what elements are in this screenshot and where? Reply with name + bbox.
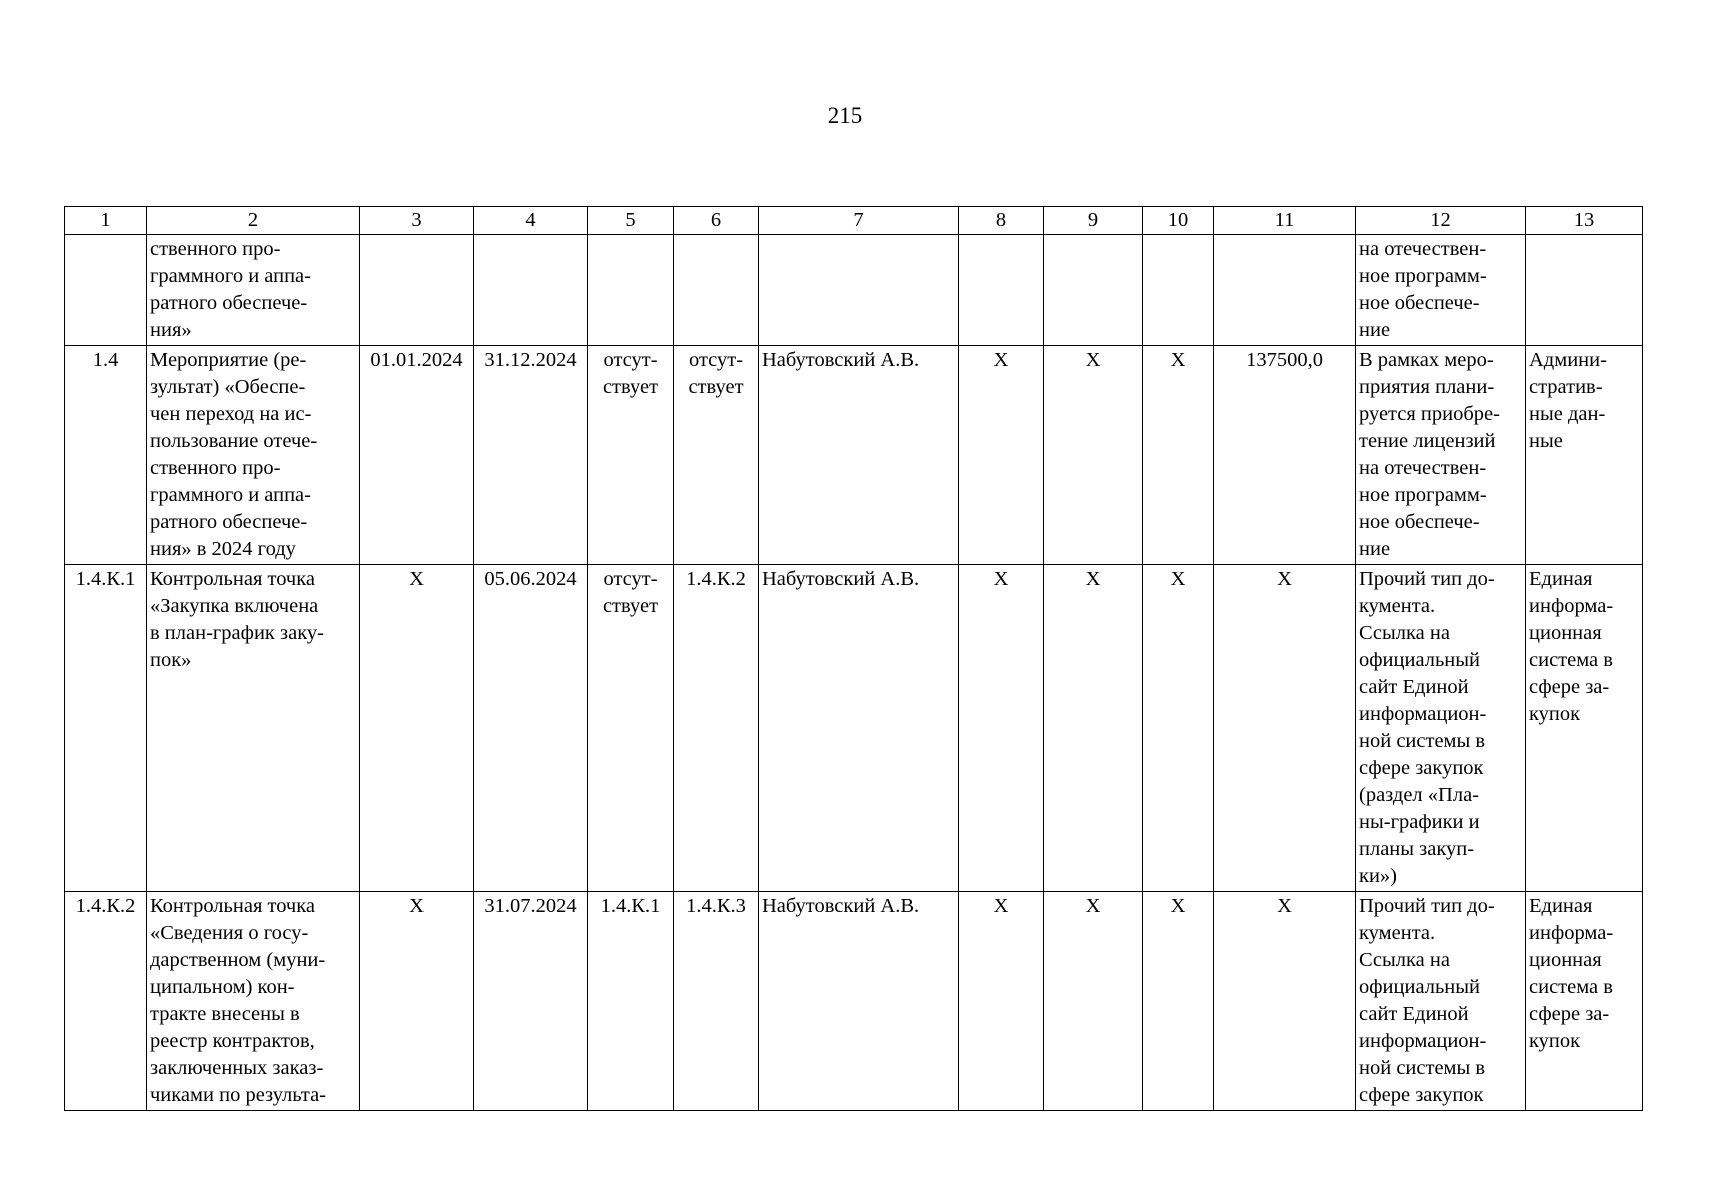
col9-cell: [1044, 235, 1143, 346]
column-number-header: 13: [1526, 207, 1643, 235]
column-number-header: 6: [674, 207, 759, 235]
row-number-cell: [65, 235, 147, 346]
activity-name-cell: Контрольная точка «Закупка включена в план-график заку- пок»: [147, 565, 360, 892]
predecessor-cell: 1.4.К.1: [588, 892, 674, 1111]
amount-cell: [1214, 235, 1356, 346]
activity-name-cell: ственного про- граммного и аппа- ратного обеспече- ния»: [147, 235, 360, 346]
col8-cell: [959, 235, 1044, 346]
col10-cell: X: [1143, 346, 1214, 565]
start-date-cell: 01.01.2024: [360, 346, 474, 565]
column-number-header: 8: [959, 207, 1044, 235]
start-date-cell: X: [360, 892, 474, 1111]
row-number-cell: 1.4.К.1: [65, 565, 147, 892]
col10-cell: X: [1143, 565, 1214, 892]
activities-table: [64, 206, 1643, 1111]
column-number-header: 7: [759, 207, 959, 235]
col9-cell: X: [1044, 346, 1143, 565]
page-number: 215: [827, 103, 863, 128]
predecessor-cell: [588, 235, 674, 346]
activity-name-cell: Контрольная точка «Сведения о госу- дарственном (муни- ципальном) кон- тракте внесены в реестр контрактов, заключенных заказ- чиками по результа-: [147, 892, 360, 1111]
successor-cell: 1.4.К.2: [674, 565, 759, 892]
responsible-cell: Набутовский А.В.: [759, 892, 959, 1111]
activity-name-cell: Мероприятие (ре- зультат) «Обеспе- чен переход на ис- пользование отече- ственного про- граммного и аппа- ратного обеспече- ния» в 2024 году: [147, 346, 360, 565]
amount-cell: X: [1214, 565, 1356, 892]
column-number-header: 11: [1214, 207, 1356, 235]
amount-cell: 137500,0: [1214, 346, 1356, 565]
column-number-header: 10: [1143, 207, 1214, 235]
column-number-header: 1: [65, 207, 147, 235]
column-number-header: 3: [360, 207, 474, 235]
table-row: [65, 892, 1643, 1111]
predecessor-cell: отсут- ствует: [588, 346, 674, 565]
table-row: [65, 346, 1643, 565]
col8-cell: X: [959, 892, 1044, 1111]
responsible-cell: Набутовский А.В.: [759, 346, 959, 565]
successor-cell: отсут- ствует: [674, 346, 759, 565]
column-number-header: 5: [588, 207, 674, 235]
col10-cell: X: [1143, 892, 1214, 1111]
end-date-cell: 31.12.2024: [474, 346, 588, 565]
column-number-header-row: [65, 207, 1643, 235]
information-system-cell: Админи- стратив- ные дан- ные: [1526, 346, 1643, 565]
table-row: [65, 235, 1643, 346]
row-number-cell: 1.4.К.2: [65, 892, 147, 1111]
column-number-header: 9: [1044, 207, 1143, 235]
start-date-cell: X: [360, 565, 474, 892]
col8-cell: X: [959, 565, 1044, 892]
successor-cell: 1.4.К.3: [674, 892, 759, 1111]
information-system-cell: [1526, 235, 1643, 346]
amount-cell: X: [1214, 892, 1356, 1111]
row-number-cell: 1.4: [65, 346, 147, 565]
column-number-header: 2: [147, 207, 360, 235]
column-number-header: 4: [474, 207, 588, 235]
responsible-cell: [759, 235, 959, 346]
end-date-cell: 05.06.2024: [474, 565, 588, 892]
information-system-cell: Единая информа- ционная система в сфере за- купок: [1526, 565, 1643, 892]
successor-cell: [674, 235, 759, 346]
end-date-cell: 31.07.2024: [474, 892, 588, 1111]
responsible-cell: Набутовский А.В.: [759, 565, 959, 892]
document-type-cell: Прочий тип до- кумента. Ссылка на официальный сайт Единой информацион- ной системы в сфере закупок: [1356, 892, 1526, 1111]
col8-cell: X: [959, 346, 1044, 565]
end-date-cell: [474, 235, 588, 346]
column-number-header: 12: [1356, 207, 1526, 235]
col10-cell: [1143, 235, 1214, 346]
table-row: [65, 565, 1643, 892]
col9-cell: X: [1044, 892, 1143, 1111]
col9-cell: X: [1044, 565, 1143, 892]
information-system-cell: Единая информа- ционная система в сфере за- купок: [1526, 892, 1643, 1111]
document-type-cell: Прочий тип до- кумента. Ссылка на официальный сайт Единой информацион- ной системы в сфере закупок (раздел «Пла- ны-графики и планы закуп- ки»): [1356, 565, 1526, 892]
start-date-cell: [360, 235, 474, 346]
predecessor-cell: отсут- ствует: [588, 565, 674, 892]
document-type-cell: на отечествен- ное программ- ное обеспече- ние: [1356, 235, 1526, 346]
document-type-cell: В рамках меро- приятия плани- руется приобре- тение лицензий на отечествен- ное программ- ное обеспече- ние: [1356, 346, 1526, 565]
